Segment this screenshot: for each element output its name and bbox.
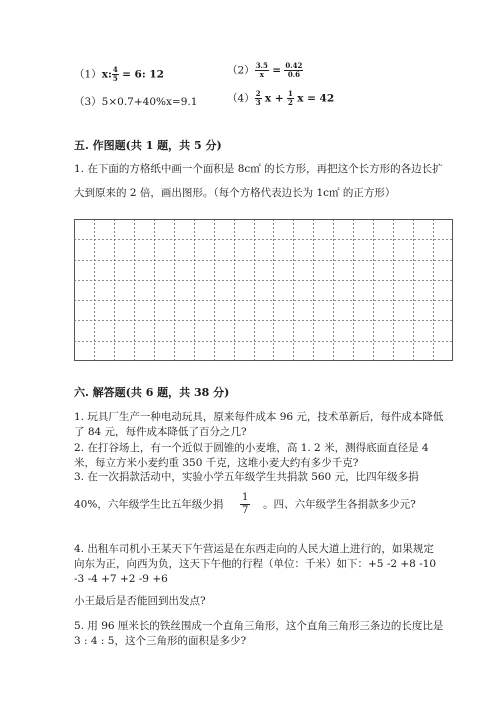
section-6-q4-line3: -3 -4 +7 +2 -9 +6: [74, 573, 168, 585]
equation-2-fraction-2: [284, 62, 303, 79]
equation-1-sep: :: [107, 68, 112, 81]
grid-border: [75, 220, 453, 361]
equation-1-fraction: [112, 66, 119, 83]
equation-2: [227, 62, 303, 79]
section-6-q2-line2: 米，每立方米小麦约重 350 千克，这堆小麦大约有多少千克?: [74, 457, 359, 469]
section-6-q3-line2: [74, 492, 416, 517]
equation-1-frac-num: 4: [112, 65, 118, 74]
section-6-q3-frac-den: 7: [242, 505, 249, 516]
equation-4-frac2-den: 2: [287, 98, 293, 107]
equation-1-label: （1）: [74, 68, 102, 81]
equation-2-frac2-den: 0.6: [287, 70, 300, 79]
section-5-q1-line1: 1. 在下面的方格纸中画一个面积是 8c㎡ 的长方形，再把这个长方形的各边长扩: [74, 163, 443, 175]
equation-1-frac-den: 5: [112, 74, 118, 83]
equation-1: [74, 66, 164, 83]
section-6-q1-line1: 1. 玩具厂生产一种电动玩具，原来每件成本 96 元，技术革新后，每件成本降低: [74, 411, 444, 423]
section-5-title: 五. 作图题(共 1 题，共 5 分): [74, 139, 222, 152]
equation-2-label: （2）: [227, 64, 255, 77]
section-6-q3-line2-b: 。四、六年级学生各捐款多少元?: [263, 498, 416, 511]
equation-1-rhs: = 6: 12: [122, 68, 164, 81]
equation-2-frac2-num: 0.42: [285, 61, 303, 70]
equation-4-frac1-den: 3: [255, 98, 261, 107]
equation-4-frac1-num: 2: [255, 89, 261, 98]
section-6-q1-line2: 了 84 元，每件成本降低了百分之几?: [74, 426, 247, 438]
section-6-q3-line1: 3. 在一次捐款活动中，实验小学五年级学生共捐款 560 元，比四年级多捐: [74, 471, 419, 483]
section-6-q3-frac-num: 1: [242, 492, 249, 503]
section-6-q3-fraction: [240, 492, 250, 517]
grid-paper[interactable]: [74, 219, 453, 361]
equation-2-eq: =: [272, 64, 282, 77]
equation-2-frac1-num: 3.5: [255, 61, 268, 70]
section-6-q2-line1: 2. 在打谷场上，有一个近似于圆锥的小麦堆，高 1. 2 米，测得底面直径是 4: [74, 442, 429, 454]
equation-4-rhs: x = 42: [297, 92, 335, 105]
equation-3: （3）5×0.7+40%x=9.1: [74, 96, 198, 108]
equation-1-var: x: [101, 68, 108, 81]
section-5-q1-line2: 大到原来的 2 倍，画出图形。（每个方格代表边长为 1c㎡ 的正方形）: [74, 187, 396, 199]
section-6-q5-line1: 5. 用 96 厘米长的铁丝围成一个直角三角形，这个直角三角形三条边的长度比是: [74, 620, 444, 632]
equation-4: [227, 90, 334, 107]
section-6-q5-line2: 3 : 4 : 5，这个三角形的面积是多少?: [74, 635, 247, 647]
section-6-q4-line2: 向东为正，向西为负，这天下午他的行程（单位：千米）如下：+5 -2 +8 -10: [74, 558, 437, 570]
section-6-q3-line2-a: 40%，六年级学生比五年级少捐: [74, 498, 224, 511]
section-6-title: 六. 解答题(共 6 题，共 38 分): [74, 386, 230, 399]
equation-4-label: （4）: [227, 92, 255, 105]
equation-4-fraction-1: [255, 90, 262, 107]
equation-4-mid: x +: [264, 92, 284, 105]
section-6-q4-line1: 4. 出租车司机小王某天下午营运是在东西走向的人民大道上进行的，如果规定: [74, 543, 434, 555]
equation-4-fraction-2: [287, 90, 294, 107]
section-6-q4-line4: 小王最后是否能回到出发点?: [74, 595, 206, 607]
equation-4-frac2-num: 1: [287, 89, 293, 98]
equation-2-frac1-den: x: [259, 70, 264, 79]
equation-2-fraction-1: [255, 62, 269, 79]
